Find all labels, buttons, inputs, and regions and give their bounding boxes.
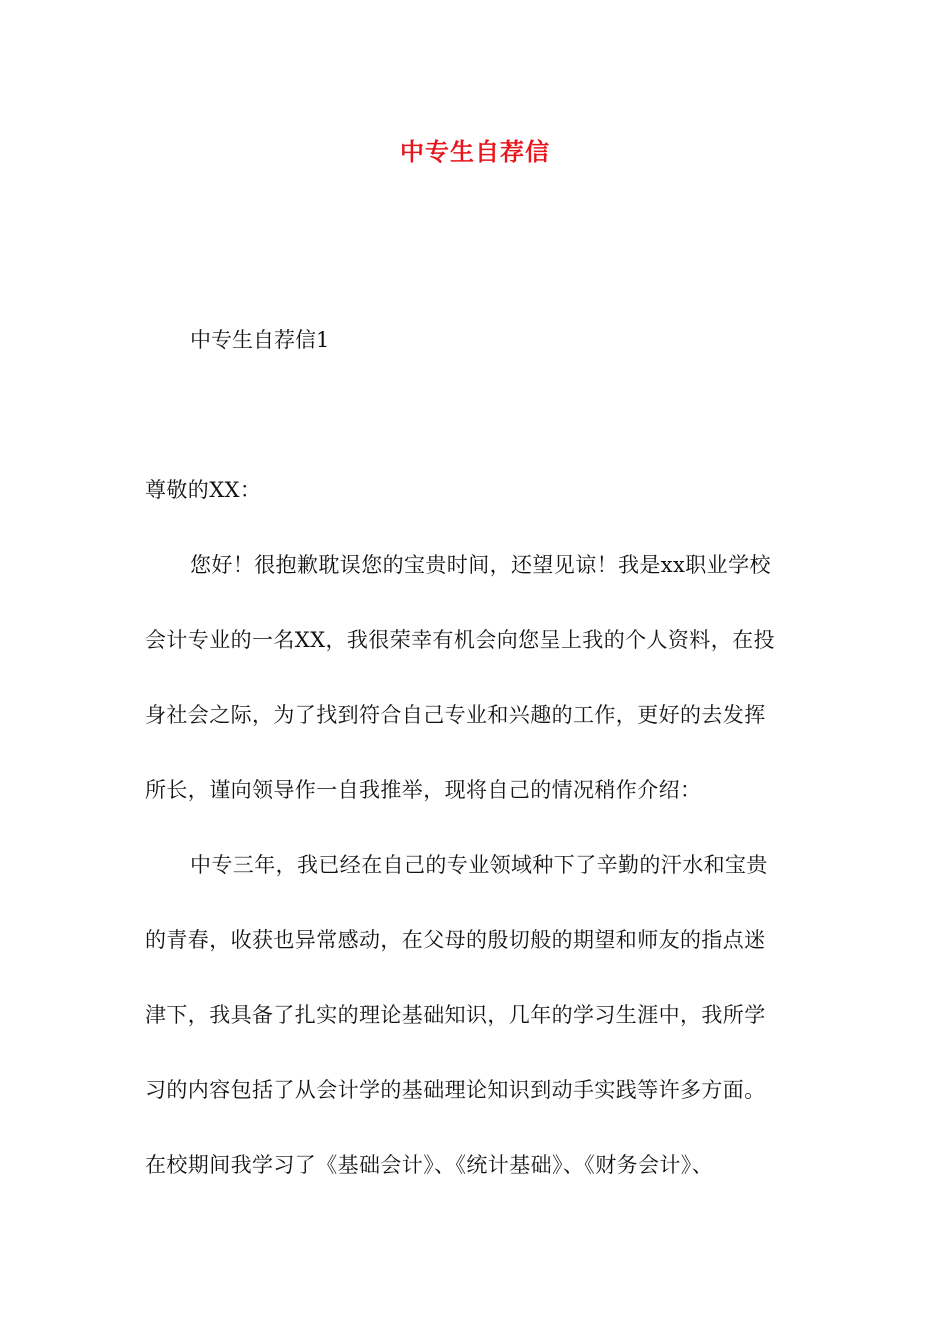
salutation: 尊敬的XX： [145, 478, 262, 502]
paragraph-line: 习的内容包括了从会计学的基础理论知识到动手实践等许多方面。 [145, 1078, 766, 1102]
paragraph-line: 身社会之际，为了找到符合自己专业和兴趣的工作，更好的去发挥 [145, 703, 766, 727]
document-title: 中专生自荐信 [400, 138, 550, 166]
paragraph-line: 所长，谨向领导作一自我推举，现将自己的情况稍作介绍： [145, 778, 702, 802]
paragraph-line: 在校期间我学习了《基础会计》、《统计基础》、《财务会计》、 [145, 1153, 714, 1177]
letter-heading: 中专生自荐信1 [190, 328, 330, 352]
paragraph-line: 的青春，收获也异常感动，在父母的殷切般的期望和师友的指点迷 [145, 928, 766, 952]
paragraph-line: 中专三年，我已经在自己的专业领域种下了辛勤的汗水和宝贵 [190, 853, 768, 877]
paragraph-line: 会计专业的一名XX，我很荣幸有机会向您呈上我的个人资料，在投 [145, 628, 775, 652]
paragraph-line: 津下，我具备了扎实的理论基础知识，几年的学习生涯中，我所学 [145, 1003, 766, 1027]
paragraph-line: 您好！很抱歉耽误您的宝贵时间，还望见谅！我是xx职业学校 [190, 553, 771, 577]
